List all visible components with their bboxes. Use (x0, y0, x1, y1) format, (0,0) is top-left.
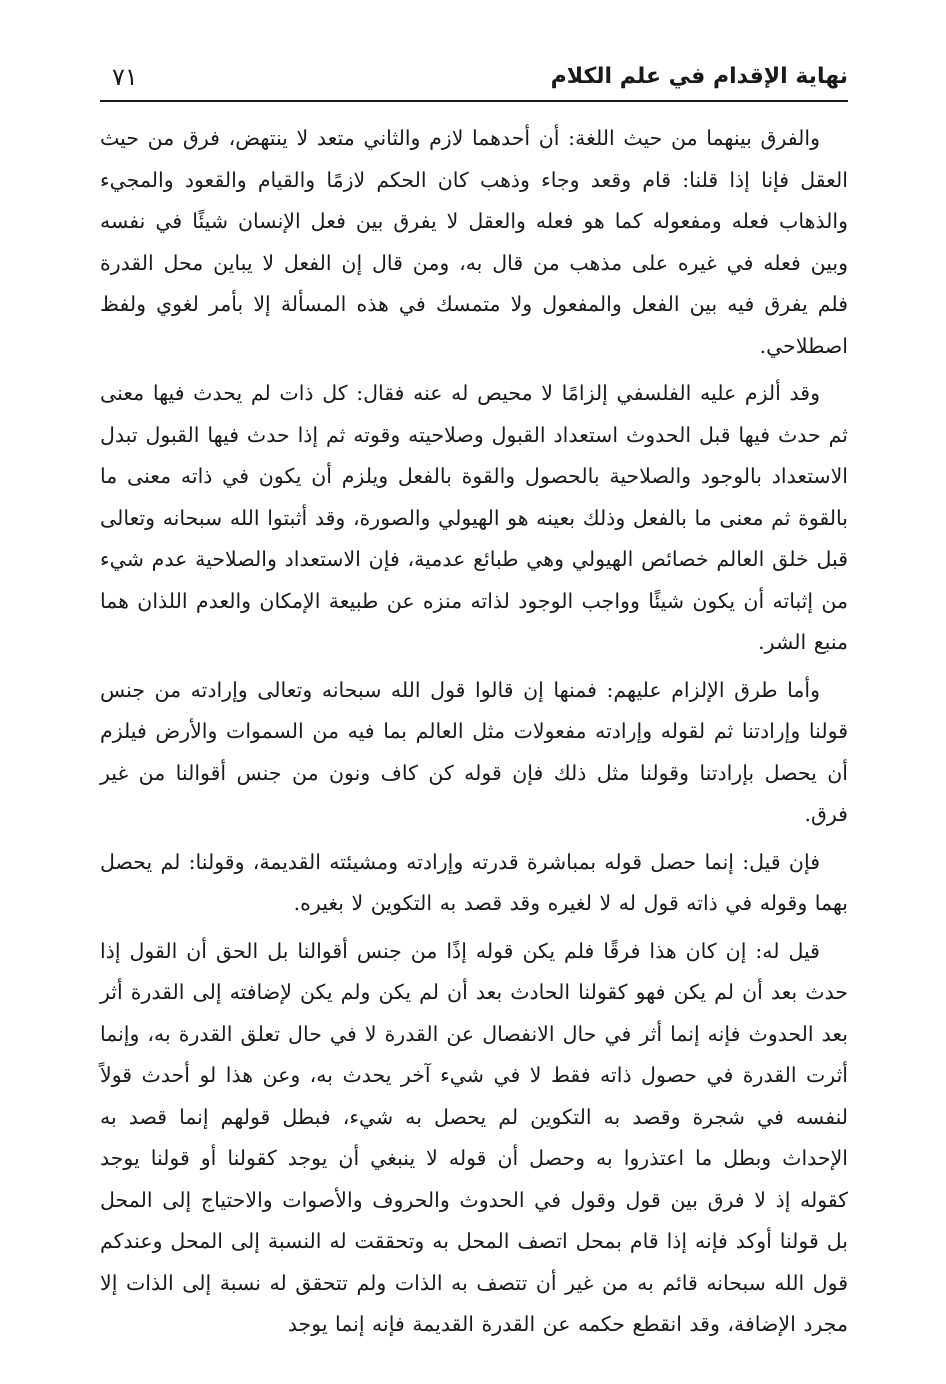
body-text (100, 118, 848, 1346)
paragraph-1: والفرق بينهما من حيث اللغة: أن أحدهما لازم والثاني متعد لا ينتهض، فرق من حيث العقل فإنا إذا قلنا: قام وقعد وجاء وذهب كان الحكم لازمًا والقيام والقعود والمجيء والذهاب فعله ومفعوله كما هو فعله والعقل لا يفرق بين فعل الإنسان شيئًا في نفسه وبين فعله في غيره على مذهب من قال به، ومن قال إن الفعل لا يباين محل القدرة فلم يفرق فيه بين الفعل والمفعول ولا متمسك في هذه المسألة إلا بأمر لغوي ولفظ اصطلاحي. (100, 126, 848, 358)
book-title: نهاية الإقدام في علم الكلام (550, 64, 848, 89)
paragraph-2: وقد ألزم عليه الفلسفي إلزامًا لا محيص له عنه فقال: كل ذات لم يحدث فيها معنى ثم حدث فيها قبل الحدوث استعداد القبول وصلاحيته وقوته ثم إذا حدث فيها القبول تبدل الاستعداد بالوجود والصلاحية بالحصول والقوة بالفعل ويلزم أن يكون في ذاته معنى ما بالقوة ثم معنى ما بالفعل وذلك بعينه هو الهيولي والصورة، وقد أثبتوا الله سبحانه وتعالى قبل خلق العالم خصائص الهيولي وهي طبائع عدمية، فإن الاستعداد والصلاحية عدم شيء من إثباته أن يكون شيئًا وواجب الوجود لذاته منزه عن طبيعة الإمكان والعدم اللذان هما منبع الشر. (100, 381, 848, 654)
paragraph-4: فإن قيل: إنما حصل قوله بمباشرة قدرته وإرادته ومشيئته القديمة، وقولنا: لم يحصل بهما وقوله في ذاته قول له لا لغيره وقد قصد به التكوين لا بغيره. (100, 849, 848, 915)
paragraph-3: وأما طرق الإلزام عليهم: فمنها إن قالوا قول الله سبحانه وتعالى وإرادته من جنس قولنا وإرادتنا ثم لقوله وإرادته مفعولات مثل العالم بما فيه من السموات والأرض فيلزم أن يحصل بإرادتنا وقولنا مثل ذلك فإن قوله كن كاف ونون من جنس أقوالنا من غير فرق. (100, 677, 848, 826)
running-header (100, 56, 848, 102)
page-number: ٧١ (112, 63, 138, 91)
paragraph-5: قيل له: إن كان هذا فرقًا فلم يكن قوله إذًا من جنس أقوالنا بل الحق أن القول إذا حدث بعد أن لم يكن فهو كقولنا الحادث بعد أن لم يكن ولم يكن لإضافته إلى القدرة أثر بعد الحدوث فإنه إنما أثر في حال الانفصال عن القدرة لا في حال تعلق القدرة به، وإنما أثرت القدرة في حصول ذاته فقط لا في شيء آخر يحدث به، وعن هذا لو أحدث قولاً لنفسه في شجرة وقصد به التكوين لم يحصل به شيء، فبطل قولهم إنما قصد به الإحداث وبطل ما اعتذروا به وحصل أن قوله لا ينبغي أن يوجد كقولنا أو قولنا يوجد كقوله إذ لا فرق بين قول وقول في الحدوث والحروف والأصوات والاحتياج إلى المحل بل قولنا أوكد فإنه إذا قام بمحل اتصف المحل به وتحققت له النسبة إلى المحل وعندكم قول الله سبحانه قائم به من غير أن تتصف به الذات ولم تتحقق له نسبة إلى الذات إلا مجرد الإضافة، وقد انقطع حكمه عن القدرة القديمة فإنه إنما يوجد (100, 938, 848, 1336)
book-page (100, 56, 848, 1352)
